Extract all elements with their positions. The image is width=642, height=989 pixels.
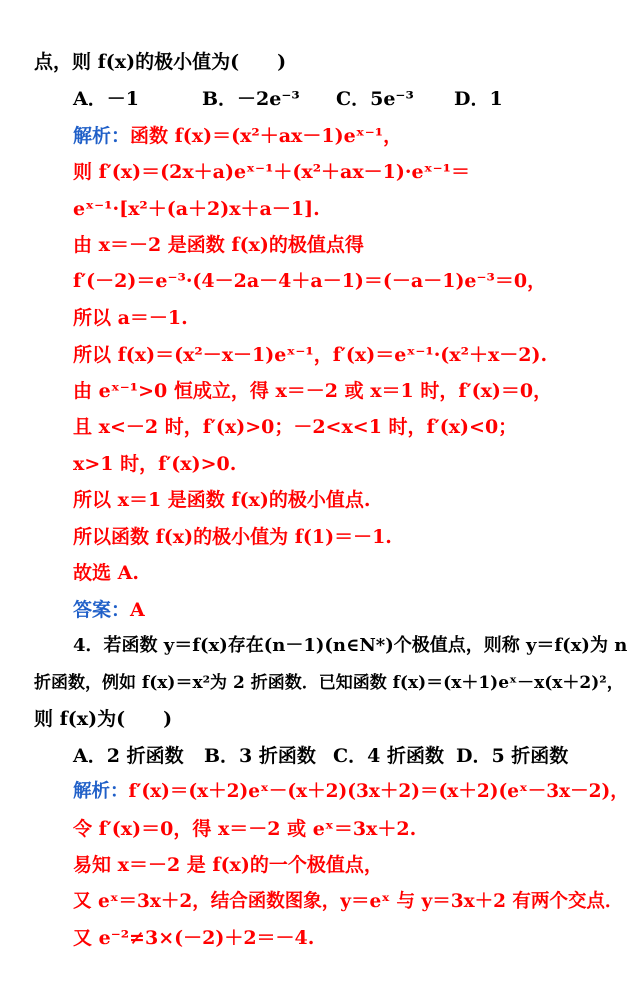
q3-analysis-line: x>1 时，f′(x)>0. [73,453,237,475]
q3-option-c: C．5e⁻³ [336,88,414,110]
q3-analysis-line: 由 eˣ⁻¹>0 恒成立，得 x＝－2 或 x＝1 时，f′(x)＝0， [73,380,553,402]
q4-analysis-first-line [73,780,629,804]
q4-option-d: D．5 折函数 [456,745,569,767]
q4-analysis-label: 解析： [73,781,129,802]
q3-analysis-line: eˣ⁻¹·[x²＋(a＋2)x＋a－1]. [73,198,320,220]
q3-analysis-line: 所以 a＝－1. [73,307,188,329]
q3-answer [73,598,145,622]
q4-analysis-line: 又 eˣ＝3x＋2，结合函数图象，y＝eˣ 与 y＝3x＋2 有两个交点． [73,891,624,912]
q3-analysis-line: 则 f′(x)＝(2x＋a)eˣ⁻¹＋(x²＋ax－1)·eˣ⁻¹＝ [73,161,470,183]
q3-analysis-line: 所以函数 f(x)的极小值为 f(1)＝－1. [73,526,392,548]
q4-analysis-text: f′(x)＝(x＋2)eˣ－(x＋2)(3x＋2)＝(x＋2)(eˣ－3x－2)， [128,781,629,802]
q4-stem-line: 4．若函数 y＝f(x)存在(n－1)(n∈N*)个极值点，则称 y＝f(x)为 n [73,635,628,656]
q4-option-b: B．3 折函数 [204,745,316,767]
q3-option-b: B．－2e⁻³ [202,88,300,110]
q3-stem: 点，则 f(x)的极小值为( ) [34,51,287,73]
q3-analysis-text: 函数 f(x)＝(x²＋ax－1)eˣ⁻¹， [130,125,403,147]
q3-analysis-first-line [73,124,402,148]
q3-analysis-line: 故选 A. [73,562,139,584]
q3-analysis-line: 由 x＝－2 是函数 f(x)的极值点得 [73,234,364,256]
q3-analysis-line: f′(－2)＝e⁻³·(4－2a－4＋a－1)＝(－a－1)e⁻³＝0， [73,270,547,292]
q3-analysis-label: 解析： [73,125,131,147]
q4-option-c: C．4 折函数 [333,745,444,767]
q3-analysis-line: 所以 x＝1 是函数 f(x)的极小值点. [73,489,371,511]
q3-analysis-line: 且 x<－2 时，f′(x)>0；－2<x<1 时，f′(x)<0； [73,416,518,438]
q4-stem-line: 折函数，例如 f(x)＝x²为 2 折函数．已知函数 f(x)＝(x＋1)eˣ－x(x＋2)²， [34,673,624,693]
q4-option-a: A．2 折函数 [73,745,184,767]
q3-option-d: D．1 [454,88,503,110]
q4-analysis-line: 令 f′(x)＝0，得 x＝－2 或 eˣ＝3x＋2. [73,818,417,840]
q4-analysis-line: 易知 x＝－2 是 f(x)的一个极值点， [73,854,383,876]
q3-analysis-line: 所以 f(x)＝(x²－x－1)eˣ⁻¹，f′(x)＝eˣ⁻¹·(x²＋x－2). [73,344,548,366]
q3-option-a: A．－1 [73,88,139,110]
q4-analysis-line: 又 e⁻²≠3×(－2)＋2＝－4. [73,927,315,949]
q3-answer-label: 答案： [73,599,131,621]
q3-answer-value: A [130,599,145,621]
q4-stem-line: 则 f(x)为( ) [34,708,173,730]
